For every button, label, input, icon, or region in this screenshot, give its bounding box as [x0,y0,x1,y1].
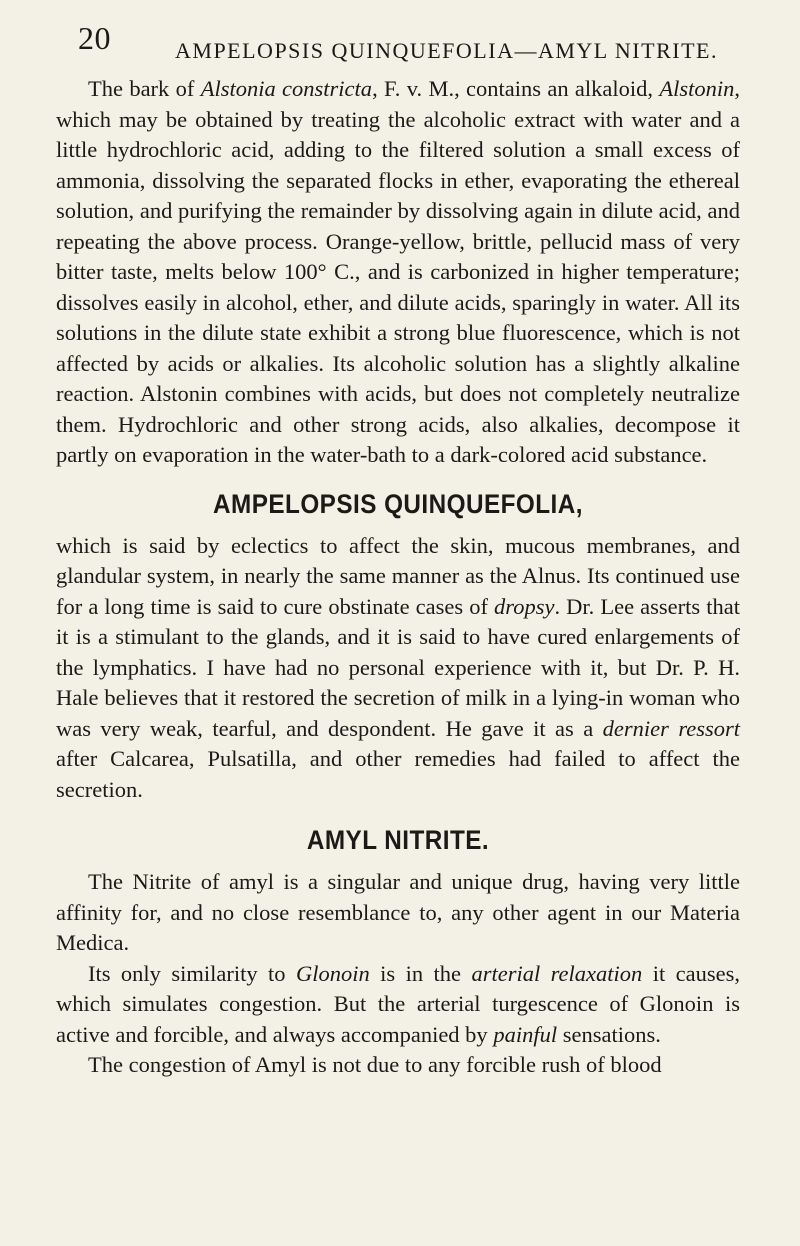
ampelopsis-paragraph [56,531,740,806]
amyl-text-a: Its only similarity to [88,960,296,986]
page-number: 20 [78,20,111,56]
alstonia-species: Alstonia constricta [200,76,373,101]
running-head: AMPELOPSIS QUINQUEFOLIA—AMYL NITRITE. [175,38,718,63]
dropsy-term: dropsy [494,593,555,619]
arterial-relaxation-term: arterial relaxation [471,960,643,986]
ampelopsis-text-1: which is said by eclectics to affect the skin, mucous membranes, and glandular system, in nearly the same manner as the Alnus. Its continued use for a long time is said to cure obstinate cases of [56,532,740,619]
painful-term: painful [493,1021,558,1047]
body-text [56,74,740,1081]
dernier-ressort-term: dernier ressort [602,715,740,741]
amyl-text-c: it causes, which simulates congestion. But the arterial turgescence of Glonoin is active and forcible, and always accompanied by [56,960,741,1047]
alstonia-text-1: , F. v. M., contains an alkaloid, [372,76,660,101]
amyl-paragraph-2 [56,959,740,1051]
ampelopsis-text-3: after Calcarea, Pulsatilla, and other remedies had failed to affect the secretion. [56,746,740,802]
ampelopsis-heading: AMPELOPSIS QUINQUEFOLIA, [213,488,583,519]
alstonia-text-2: , which may be obtained by treating the alcoholic extract with water and a little hydrochloric acid, adding to the filtered solution a small excess of ammonia, dissolving the separated flocks in ether, evaporating the ethereal solution, and purifying the remainder by dissolving again in dilute acid, and repeating the above process. Orange-yellow, brittle, pellucid mass of very bitter taste, melts below 100° C., and is carbonized in higher temperature; dissolves easily in alcohol, ether, and dilute acids, sparingly in water. All its solutions in the dilute state exhibit a strong blue fluorescence, which is not affected by acids or alkalies. Its alcoholic solution has a slightly alkaline reaction. Alstonin combines with acids, but does not completely neutralize them. Hydrochloric and other strong acids, also alkalies, decompose it partly on evaporation in the water-bath to a dark-colored acid substance. [56,76,741,467]
amyl-text-d: sensations. [557,1021,661,1047]
alstonin-term: Alstonin [659,76,735,101]
alstonia-intro: The bark of [88,76,201,101]
amyl-heading: AMYL NITRITE. [306,825,490,855]
alstonia-paragraph [56,74,740,471]
amyl-paragraph-3: The congestion of Amyl is not due to any forcible rush of blood [88,1052,662,1077]
amyl-text-b: is in the [369,960,472,986]
ampelopsis-text-2: . Dr. Lee asserts that it is a stimulant to the glands, and it is said to have cured enlargements of the lymphatics. I have had no personal experience with it, but Dr. P. H. Hale believes that it restored the secretion of milk in a lying-in woman who was very weak, tearful, and despondent. He gave it as a [56,593,740,741]
amyl-paragraph-1: The Nitrite of amyl is a singular and unique drug, having very little affinity for, and no close resemblance to, any other agent in our Materia Medica. [56,869,740,955]
glonoin-term: Glonoin [295,960,370,986]
